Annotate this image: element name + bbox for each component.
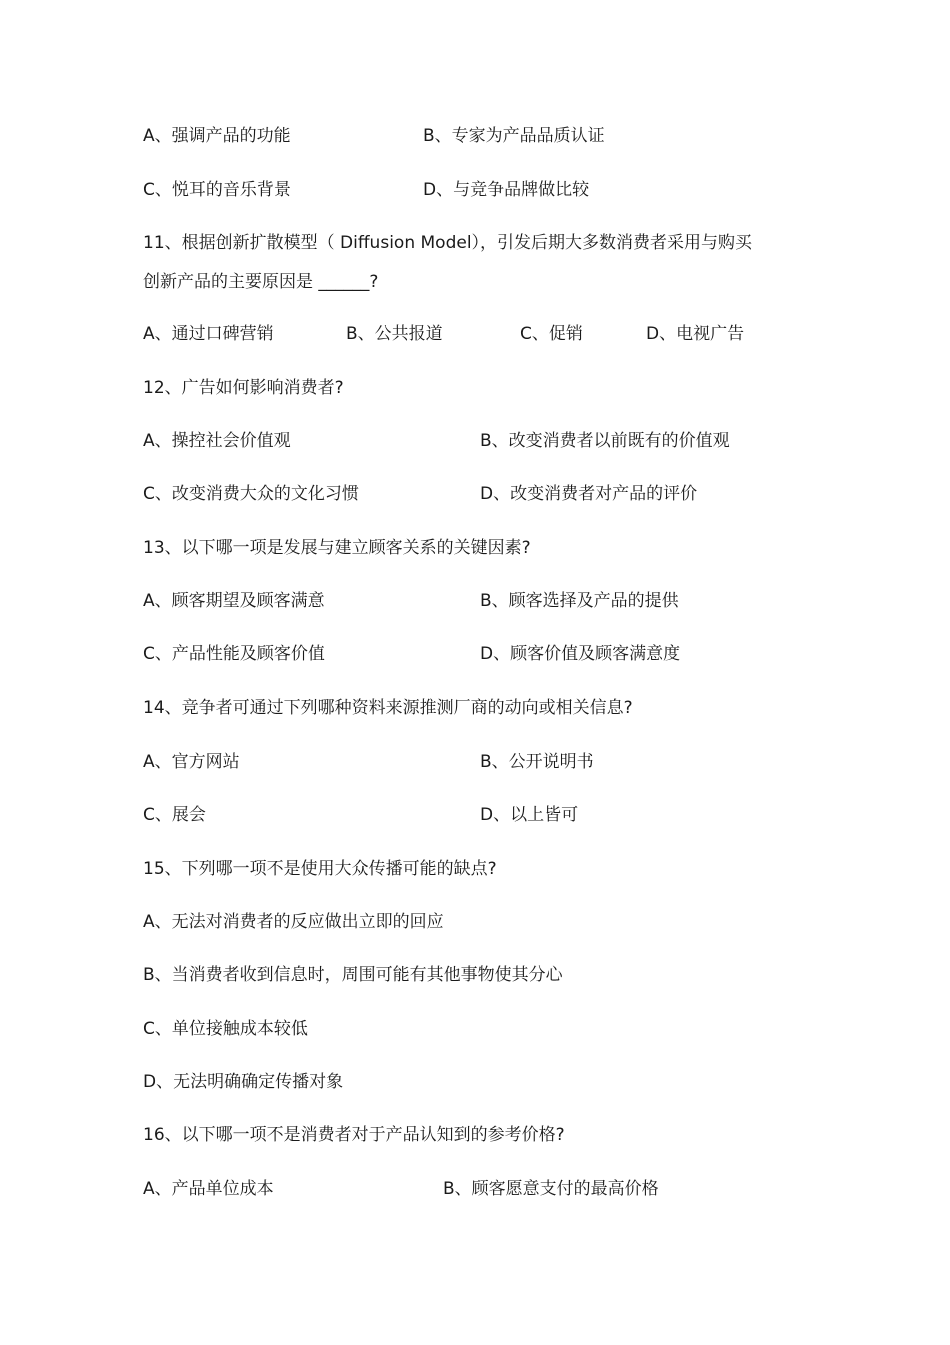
q11-option-d: D、电视广告 (646, 324, 745, 344)
q12-option-d: D、改变消费者对产品的评价 (480, 484, 698, 504)
q12-option-b: B、改变消费者以前既有的价值观 (480, 431, 730, 451)
q14-option-c: C、展会 (143, 805, 206, 825)
q14-option-d: D、以上皆可 (480, 805, 579, 825)
q10-option-b: B、专家为产品品质认证 (423, 126, 605, 146)
q12-option-a: A、操控社会价值观 (143, 431, 291, 451)
q13-option-d: D、顾客价值及顾客满意度 (480, 644, 681, 664)
q11-option-c: C、促销 (520, 324, 583, 344)
q15-question: 15、下列哪一项不是使用大众传播可能的缺点? (143, 859, 497, 879)
q13-question: 13、以下哪一项是发展与建立顾客关系的关键因素? (143, 538, 531, 558)
q16-question: 16、以下哪一项不是消费者对于产品认知到的参考价格? (143, 1125, 565, 1145)
q13-option-a: A、顾客期望及顾客满意 (143, 591, 325, 611)
q11-question-line1: 11、根据创新扩散模型（ Diffusion Model），引发后期大多数消费者采用与购买 (143, 233, 753, 253)
q15-option-b: B、当消费者收到信息时，周围可能有其他事物使其分心 (143, 965, 563, 985)
q10-option-a: A、强调产品的功能 (143, 126, 291, 146)
q10-option-d: D、与竞争品牌做比较 (423, 180, 590, 200)
q15-option-a: A、无法对消费者的反应做出立即的回应 (143, 912, 444, 932)
q11-question-line2: 创新产品的主要原因是 ______? (143, 272, 379, 292)
q12-question: 12、广告如何影响消费者? (143, 378, 344, 398)
q11-option-a: A、通过口碑营销 (143, 324, 274, 344)
q11-option-b: B、公共报道 (346, 324, 443, 344)
q16-option-b: B、顾客愿意支付的最高价格 (443, 1179, 659, 1199)
q15-option-c: C、单位接触成本较低 (143, 1019, 308, 1039)
q14-question: 14、竞争者可通过下列哪种资料来源推测厂商的动向或相关信息? (143, 698, 633, 718)
q14-option-a: A、官方网站 (143, 752, 240, 772)
q14-option-b: B、公开说明书 (480, 752, 594, 772)
q12-option-c: C、改变消费大众的文化习惯 (143, 484, 359, 504)
q15-option-d: D、无法明确确定传播对象 (143, 1072, 344, 1092)
q16-option-a: A、产品单位成本 (143, 1179, 274, 1199)
q13-option-c: C、产品性能及顾客价值 (143, 644, 325, 664)
q13-option-b: B、顾客选择及产品的提供 (480, 591, 679, 611)
q10-option-c: C、悦耳的音乐背景 (143, 180, 291, 200)
